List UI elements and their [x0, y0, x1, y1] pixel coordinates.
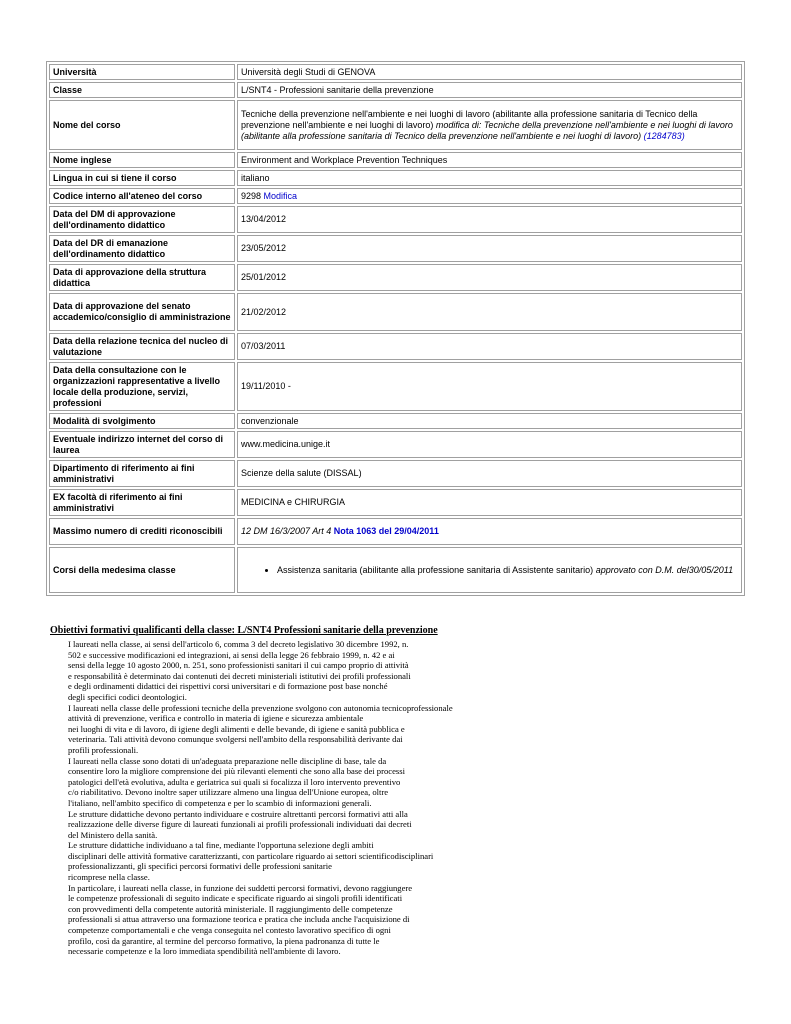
text-line: e degli ordinamenti didattici dei rispettivi corsi universitari e di formazione post base nonché	[68, 681, 388, 692]
row-value: 07/03/2011	[237, 333, 742, 360]
text-line: Le strutture didattiche individuano a tal fine, mediante l'opportuna selezione degli ambiti	[68, 840, 374, 851]
obiettivi-section	[50, 625, 750, 957]
text-line: I laureati nella classe delle professioni tecniche della prevenzione svolgono con autonomia tecnicoprofessionale	[68, 702, 453, 713]
text-line: consentire loro la migliore comprensione dei più rilevanti elementi che sono alla base dei processi	[68, 766, 405, 777]
table-row	[49, 362, 742, 411]
row-label: EX facoltà di riferimento ai fini amministrativi	[49, 489, 235, 516]
row-value: www.medicina.unige.it	[237, 431, 742, 458]
table-row	[49, 518, 742, 545]
row-value: MEDICINA e CHIRURGIA	[237, 489, 742, 516]
text-line: Le strutture didattiche devono pertanto individuare e costruire altrettanti percorsi formativi atti alla	[68, 808, 408, 819]
course-info-sheet	[46, 61, 745, 596]
row-label: Classe	[49, 82, 235, 98]
text-line: con provvedimenti della competente autorità ministeriale. Il raggiungimento delle competenze	[68, 903, 393, 914]
row-label: Data del DR di emanazione dell'ordinamento didattico	[49, 235, 235, 262]
row-label: Eventuale indirizzo internet del corso di laurea	[49, 431, 235, 458]
course-info-table	[46, 61, 745, 596]
course-name: Tecniche della prevenzione nell'ambiente e nei luoghi di lavoro (abilitante alla professione sanitaria di Tecnico della prevenzione nell'ambiente e nei luoghi di lavoro)	[241, 108, 698, 130]
row-value: L/SNT4 - Professioni sanitarie della prevenzione	[237, 82, 742, 98]
table-row	[49, 170, 742, 186]
row-value: convenzionale	[237, 413, 742, 429]
text-line: l'italiano, nell'ambito specifico di competenza e per lo scambio di informazioni generali.	[68, 797, 372, 808]
crediti-value: 12 DM 16/3/2007 Art 4	[241, 526, 332, 536]
course-internal-code: 9298	[241, 190, 262, 201]
text-line: del Ministero della sanità.	[68, 829, 158, 840]
text-line: professionali si attua attraverso una formazione teorica e pratica che includa anche l'acquisizione di	[68, 914, 410, 925]
row-value	[237, 547, 742, 593]
text-line: professionalizzanti, gli specifici percorsi formativi delle professioni sanitarie	[68, 861, 332, 872]
row-label: Università	[49, 64, 235, 80]
table-row	[49, 264, 742, 291]
course-code-link[interactable]: (1284783)	[643, 130, 685, 141]
text-line: 502 e successive modificazioni ed integrazioni, ai sensi della legge 26 febbraio 1999, n. 42 e ai	[68, 649, 395, 660]
row-value	[237, 188, 742, 204]
table-row	[49, 82, 742, 98]
text-line: In particolare, i laureati nella classe, in funzione dei suddetti percorsi formativi, devono raggiungere	[68, 882, 413, 893]
table-row	[49, 206, 742, 233]
row-label: Data della consultazione con le organizzazioni rappresentative a livello locale della produzione, servizi, professioni	[49, 362, 235, 411]
row-value: 23/05/2012	[237, 235, 742, 262]
row-label: Data della relazione tecnica del nucleo di valutazione	[49, 333, 235, 360]
row-value	[237, 100, 742, 150]
row-value	[237, 518, 742, 545]
row-label: Codice interno all'ateneo del corso	[49, 188, 235, 204]
text-line: disciplinari delle attività formative caratterizzanti, con particolare riguardo ai settori scientificodisciplinari	[68, 850, 434, 861]
text-line: ricomprese nella classe.	[68, 872, 150, 883]
row-label: Nome del corso	[49, 100, 235, 150]
table-row	[49, 489, 742, 516]
text-line: degli specifici codici deontologici.	[68, 691, 187, 702]
course-name-modified-from: modifica di: Tecniche della prevenzione nell'ambiente e nei luoghi di lavoro (abilitante alla professione sanitaria di Tecnico della prevenzione nell'ambiente e nei luoghi di lavoro)	[241, 119, 733, 141]
obiettivi-text	[68, 639, 750, 957]
text-line: I laureati nella classe, ai sensi dell'articolo 6, comma 3 del decreto legislativo 30 dicembre 1992, n.	[68, 639, 409, 649]
text-line: veterinaria. Tali attività devono comunque svolgersi nell'ambito della responsabilità derivante dai	[68, 734, 403, 745]
corsi-list	[241, 565, 738, 576]
section-title: Obiettivi formativi qualificanti della classe: L/SNT4 Professioni sanitarie della prevenzione	[50, 625, 438, 636]
row-label: Lingua in cui si tiene il corso	[49, 170, 235, 186]
row-label: Data di approvazione del senato accademico/consiglio di amministrazione	[49, 293, 235, 331]
row-label: Corsi della medesima classe	[49, 547, 235, 593]
text-line: sensi della legge 10 agosto 2000, n. 251, sono professionisti sanitari il cui campo proprio di attività	[68, 660, 409, 671]
row-value: Environment and Workplace Prevention Techniques	[237, 152, 742, 168]
table-row	[49, 235, 742, 262]
table-row	[49, 188, 742, 204]
row-label: Modalità di svolgimento	[49, 413, 235, 429]
row-label: Data del DM di approvazione dell'ordinamento didattico	[49, 206, 235, 233]
text-line: competenze comportamentali e che venga conseguita nel contesto lavorativo specifico di ogni	[68, 925, 391, 936]
text-line: attività di prevenzione, verifica e controllo in materia di igiene e sicurezza ambientale	[68, 713, 364, 724]
text-line: le competenze professionali di seguito indicate e specificate riguardo ai singoli profili identificati	[68, 893, 403, 904]
row-label: Nome inglese	[49, 152, 235, 168]
row-value: Scienze della salute (DISSAL)	[237, 460, 742, 487]
row-value: 25/01/2012	[237, 264, 742, 291]
corso-name: Assistenza sanitaria (abilitante alla professione sanitaria di Assistente sanitario)	[277, 564, 594, 575]
row-label: Massimo numero di crediti riconoscibili	[49, 518, 235, 545]
row-value: italiano	[237, 170, 742, 186]
text-line: profili professionali.	[68, 744, 139, 755]
row-value: 21/02/2012	[237, 293, 742, 331]
row-label: Dipartimento di riferimento ai fini amministrativi	[49, 460, 235, 487]
table-row	[49, 547, 742, 593]
row-value: 19/11/2010 -	[237, 362, 742, 411]
text-line: necessarie competenze e la loro immediata spendibilità nell'ambiente di lavoro.	[68, 946, 341, 957]
nota-link[interactable]: Nota 1063 del 29/04/2011	[333, 526, 439, 536]
table-row	[49, 431, 742, 458]
table-row	[49, 333, 742, 360]
table-row	[49, 293, 742, 331]
row-value: 13/04/2012	[237, 206, 742, 233]
corso-approval: approvato con D.M. del30/05/2011	[595, 564, 734, 575]
modifica-link[interactable]: Modifica	[263, 190, 298, 201]
table-row	[49, 152, 742, 168]
text-line: nei luoghi di vita e di lavoro, di igiene degli alimenti e delle bevande, di igiene e sanità pubblica e	[68, 723, 405, 734]
row-label: Data di approvazione della struttura didattica	[49, 264, 235, 291]
table-row	[49, 413, 742, 429]
table-row	[49, 64, 742, 80]
text-line: patologici dell'età evolutiva, adulta e geriatrica sui quali si focalizza il loro intervento preventivo	[68, 776, 401, 787]
text-line: c/o riabilitativo. Devono inoltre saper utilizzare almeno una lingua dell'Unione europea, oltre	[68, 787, 389, 798]
text-line: profilo, così da garantire, al termine del percorso formativo, la piena padronanza di tutte le	[68, 935, 380, 946]
table-row	[49, 100, 742, 150]
table-row	[49, 460, 742, 487]
text-line: realizzazione delle diverse figure di laureati funzionali ai profili professionali individuati dai decreti	[68, 819, 412, 830]
text-line: e responsabilità è determinato dai contenuti dei decreti ministeriali istitutivi dei profili professionali	[68, 670, 411, 681]
row-value: Università degli Studi di GENOVA	[237, 64, 742, 80]
text-line: I laureati nella classe sono dotati di un'adeguata preparazione nelle discipline di base, tale da	[68, 755, 387, 766]
list-item	[277, 565, 738, 576]
